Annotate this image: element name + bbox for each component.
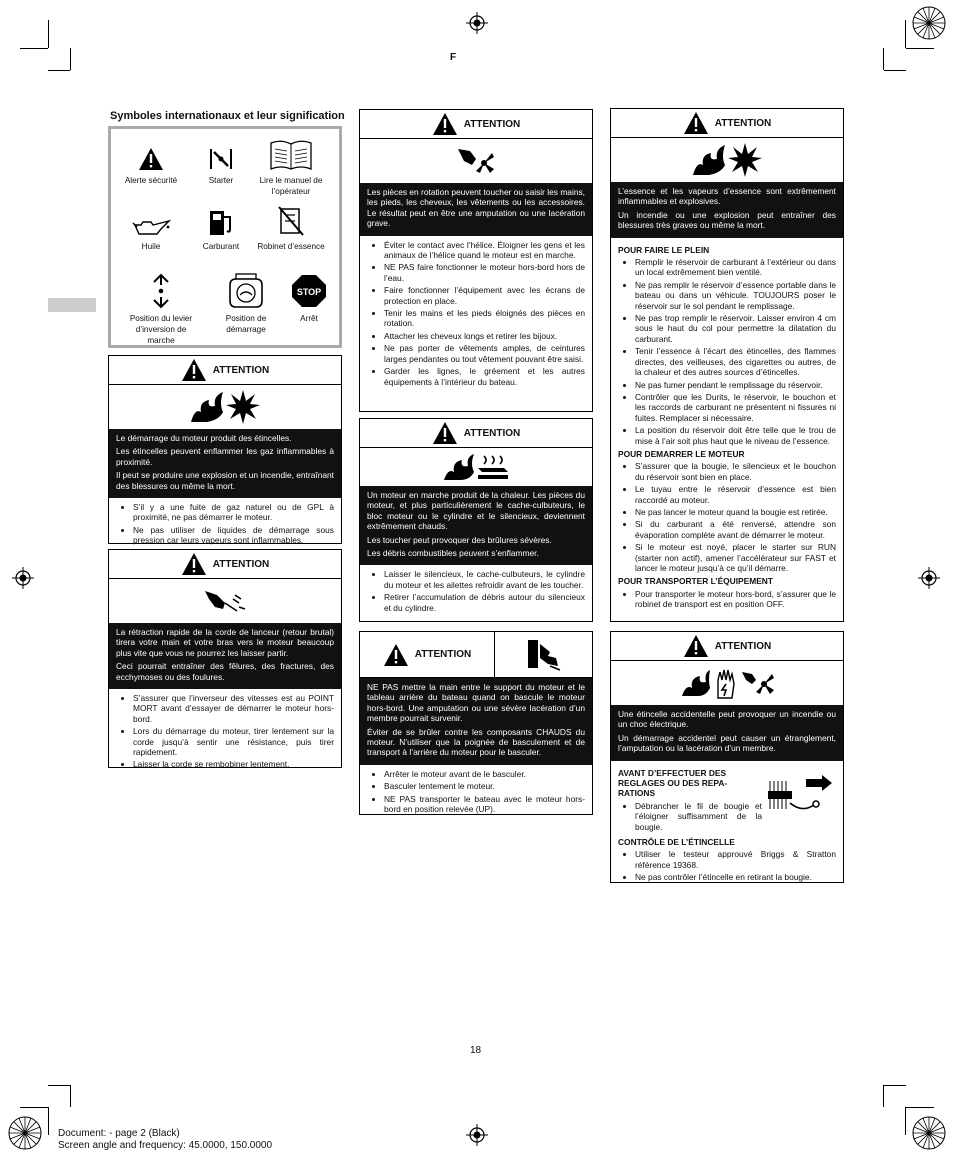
crop-mark xyxy=(884,1085,906,1086)
symbol-label: Huile xyxy=(141,242,161,251)
list-item: • Débrancher le fil de bougie et l’éloigner suffisamment de la bougie. xyxy=(635,801,762,832)
electric-shock-hand-icon xyxy=(712,666,740,700)
hand-pulled-icon xyxy=(203,585,247,617)
safety-alert-icon xyxy=(138,147,164,171)
warning-instructions xyxy=(109,498,341,552)
warning-recoil xyxy=(108,549,342,768)
hazard-line: Un démarrage accidentel peut causer un étranglement, l’amputation ou la lacération d’un membre. xyxy=(618,732,836,754)
choke-icon xyxy=(208,147,234,171)
symbol-choke xyxy=(181,147,261,186)
list-item: • Tenir les mains et les pieds éloignés des pièces en rotation. xyxy=(384,308,585,329)
symbols-title: Symboles internationaux et leur signification xyxy=(110,110,345,122)
fire-icon xyxy=(691,143,727,177)
fuel-valve-icon xyxy=(276,205,306,237)
hazard-line: Les toucher peut provoquer des brûlures sévères. xyxy=(367,534,552,545)
symbol-manual xyxy=(251,139,331,197)
warning-fuel xyxy=(610,108,844,622)
page-number: 18 xyxy=(470,1045,482,1056)
warning-pictograms xyxy=(109,385,341,429)
explosion-icon xyxy=(225,389,261,425)
symbol-label: Starter xyxy=(208,176,234,185)
symbol-label: Lire le manuel de l’opérateur xyxy=(259,176,323,196)
symbol-label: Alerte sécurité xyxy=(124,176,178,185)
warning-pictograms xyxy=(360,139,592,183)
list-item: • Ne pas utiliser de liquides de démarrage sous pression car leurs vapeurs sont inflammables. xyxy=(133,525,334,546)
registration-mark-icon xyxy=(466,1124,488,1146)
footer-line: Screen angle and frequency: 45.0000, 150.0000 xyxy=(58,1140,273,1151)
list-item: • Ne pas fumer pendant le remplissage du réservoir. xyxy=(635,380,836,390)
list-item: • S’assurer que la bougie, le silencieux et le bouchon du réservoir sont bien en place. xyxy=(635,461,836,482)
list-item: • Laisser le silencieux, le cache-culbuteurs, le cylindre du moteur et les ailettes refroidir avant de les toucher. xyxy=(384,569,585,590)
crop-mark xyxy=(48,1085,70,1086)
hazard-line: Éviter de se brûler contre les composants CHAUDS du moteur. N’utiliser que la poignée de basculement et de transport à l’arrière du moteur pour le basculer. xyxy=(367,726,585,758)
warning-start-fire xyxy=(108,355,342,544)
hazard-line: La rétraction rapide de la corde de lanceur (retour brutal) tirera votre main et votre bras vers le moteur beaucoup plus vite que vous ne pourrez les laisser partir. xyxy=(116,627,334,658)
list-item: • S’il y a une fuite de gaz naturel ou de GPL à proximité, ne pas démarrer le moteur. xyxy=(133,502,334,523)
hazard-line: Une étincelle accidentelle peut provoquer un incendie ou un choc électrique. xyxy=(618,709,836,730)
list-item: • Attacher les cheveux longs et retirer les bijoux. xyxy=(384,331,585,341)
warning-instructions xyxy=(360,236,592,393)
crop-mark xyxy=(906,48,934,49)
stop-sign-text: STOP xyxy=(296,287,322,297)
starburst-mark-icon xyxy=(912,1116,946,1150)
list-item: • Si le moteur est noyé, placer le starter sur RUN (starter non actif), amener l’accélérateur sur FAST et lancer le moteur jusqu’à ce qu’il démarre. xyxy=(635,542,836,573)
warning-instructions xyxy=(611,238,843,616)
crop-mark xyxy=(20,48,48,49)
open-book-icon xyxy=(269,139,313,171)
attention-label: ATTENTION xyxy=(463,427,521,439)
crop-mark xyxy=(48,20,49,48)
crop-mark xyxy=(906,1107,934,1108)
symbol-fuel-valve xyxy=(251,205,331,252)
list-item: • Le tuyau entre le réservoir d’essence est bien raccordé au moteur. xyxy=(635,484,836,505)
section-heading: POUR FAIRE LE PLEIN xyxy=(618,244,710,255)
list-item: • S’assurer que l’inverseur des vitesses est au POINT MORT avant d’essayer de démarrer le moteur hors-bord. xyxy=(133,693,334,724)
list-item: • NE PAS faire fonctionner le moteur hors-bord hors de l’eau. xyxy=(384,262,585,283)
print-footer xyxy=(58,1128,272,1152)
warning-hazard-text xyxy=(360,183,592,236)
starburst-mark-icon xyxy=(912,6,946,40)
warning-tilt xyxy=(359,631,593,815)
list-item: • Garder les lignes, le gréement et les autres équipements à l’intérieur du bateau. xyxy=(384,366,585,387)
list-item: • Pour transporter le moteur hors-bord, s’assurer que le robinet de transport est en position OFF. xyxy=(635,589,836,610)
list-item: • Éviter le contact avec l’hélice. Éloigner les gens et les animaux de l’hélice quand le moteur est en marche. xyxy=(384,240,585,261)
list-item: • Ne pas trop remplir le réservoir. Laisser environ 4 cm sous le haut du col pour permettre la dilatation du carburant. xyxy=(635,313,836,344)
list-item: • Ne pas lancer le moteur quand la bougie est retirée. xyxy=(635,507,836,517)
registration-mark-icon xyxy=(12,567,34,589)
hazard-line: Les débris combustibles peuvent s’enflammer. xyxy=(367,548,539,559)
crop-mark xyxy=(905,1107,906,1135)
safety-alert-icon xyxy=(383,643,409,667)
list-item: • Remplir le réservoir de carburant à l’extérieur ou dans un local extrêmement bien ventilé. xyxy=(635,257,836,278)
safety-alert-icon xyxy=(432,112,458,136)
hazard-line: NE PAS mettre la main entre le support du moteur et le tableau arrière du bateau quand on bascule le moteur hors-bord. Une amputation ou une sévère lacération d’un membre pourrait survenir. xyxy=(367,682,585,724)
propeller-hand-icon xyxy=(456,145,496,177)
warning-hazard-text xyxy=(360,486,592,565)
warning-header-label xyxy=(360,632,495,677)
list-item: • Retirer l’accumulation de débris autour du silencieux et du cylindre. xyxy=(384,592,585,613)
spark-plug-section xyxy=(618,765,836,834)
warning-header xyxy=(109,356,341,385)
list-item: • Laisser la corde se rembobiner lentement. xyxy=(133,759,334,769)
crop-mark xyxy=(905,20,906,48)
footer-line: Document: - page 2 (Black) xyxy=(58,1128,180,1139)
attention-label: ATTENTION xyxy=(714,640,772,652)
warning-hazard-text xyxy=(109,429,341,498)
hazard-line: Les pièces en rotation peuvent toucher ou saisir les mains, les pieds, les cheveux, les vêtements ou les accessoires. Le résultat peut en être une amputation ou une lacération grave. xyxy=(367,187,585,229)
explosion-icon xyxy=(727,142,763,178)
safety-alert-icon xyxy=(432,421,458,445)
propeller-hand-icon xyxy=(740,668,774,698)
list-item: • Faire fonctionner l’équipement avec les écrans de protection en place. xyxy=(384,285,585,306)
attention-label: ATTENTION xyxy=(212,558,270,570)
hazard-line: Les étincelles peuvent enflammer les gaz inflammables à proximité. xyxy=(116,446,334,467)
engine-start-icon xyxy=(226,273,266,309)
stop-sign-icon xyxy=(290,273,328,309)
list-item: • Ne pas remplir le réservoir d’essence portable dans le bateau ou dans un véhicule. TOUJOURS poser le réservoir sur le sol pendant le remplissage. xyxy=(635,280,836,311)
crop-mark xyxy=(884,70,906,71)
oil-can-icon xyxy=(131,217,171,237)
registration-mark-icon xyxy=(466,12,488,34)
warning-spark xyxy=(610,631,844,883)
starburst-mark-icon xyxy=(8,1116,42,1150)
warning-hazard-text xyxy=(360,678,592,765)
warning-hazard-text xyxy=(109,623,341,689)
warning-hazard-text xyxy=(611,705,843,761)
hazard-line: Ceci pourrait entraîner des fêlures, des fractures, des ecchymoses ou des foulures. xyxy=(116,661,334,682)
list-item: • Ne pas contrôler l’étincelle en retirant la bougie. xyxy=(635,872,836,882)
shift-arrows-icon xyxy=(151,273,171,309)
list-item: • Basculer lentement le moteur. xyxy=(384,781,585,791)
warning-pictograms xyxy=(109,579,341,623)
symbol-safety-alert xyxy=(111,147,191,186)
list-item: • Ne pas porter de vêtements amples, de ceintures larges pendantes ou tout vêtement pouvant être saisi. xyxy=(384,343,585,364)
warning-rotating-parts xyxy=(359,109,593,412)
symbol-shift-lever xyxy=(121,273,201,346)
attention-label: ATTENTION xyxy=(212,364,270,376)
spark-plug-disconnect-icon xyxy=(766,773,836,823)
safety-alert-icon xyxy=(181,358,207,382)
crop-mark xyxy=(48,1107,49,1135)
symbol-label: Robinet d’essence xyxy=(257,242,325,251)
symbols-box xyxy=(108,126,342,348)
warning-instructions xyxy=(611,761,843,889)
warning-hazard-text xyxy=(611,182,843,238)
list-item: • Tenir l’essence à l’écart des étincelles, des flammes directes, des veilleuses, des cigarettes ou autres, de la chaleur et des autres sources d’étincelles. xyxy=(635,346,836,377)
fire-icon xyxy=(442,452,476,482)
warning-header xyxy=(611,109,843,138)
fire-icon xyxy=(680,668,712,698)
warning-instructions xyxy=(109,689,341,776)
language-marker: F xyxy=(450,52,457,63)
crop-mark xyxy=(20,1107,48,1108)
warning-heat xyxy=(359,418,593,622)
attention-label: ATTENTION xyxy=(414,649,472,660)
section-heading: AVANT D’EFFECTUER DES REGLAGES OU DES REPA- RATIONS xyxy=(618,767,728,799)
section-heading: POUR DEMARRER LE MOTEUR xyxy=(618,448,745,459)
crop-mark xyxy=(48,70,70,71)
symbol-label: Carburant xyxy=(202,242,240,251)
warning-header xyxy=(360,419,592,448)
warning-pictograms xyxy=(611,138,843,182)
attention-label: ATTENTION xyxy=(463,118,521,130)
symbol-oil xyxy=(111,217,191,252)
symbol-label: Arrêt xyxy=(300,314,318,323)
warning-header xyxy=(109,550,341,579)
list-item: • Arrêter le moteur avant de le basculer. xyxy=(384,769,585,779)
hazard-line: Un moteur en marche produit de la chaleur. Les pièces du moteur, et plus particulièrement le cache-culbuteurs, le bloc moteur ou le cylindre et le silencieux, deviennent extrêmement chauds. xyxy=(367,490,585,532)
fuel-pump-icon xyxy=(206,209,236,237)
list-item: • Si du carburant a été renversé, attendre son évaporation complète avant de démarrer le moteur. xyxy=(635,519,836,540)
fire-icon xyxy=(189,390,225,424)
section-heading: POUR TRANSPORTER L’ÉQUIPEMENT xyxy=(618,576,773,587)
section-heading: CONTRÔLE DE L’ÉTINCELLE xyxy=(618,837,735,848)
list-item: • La position du réservoir doit être telle que le trou de mise à l’air soit plus haut que le niveau de l’essence. xyxy=(635,425,836,446)
safety-alert-icon xyxy=(683,111,709,135)
warning-header xyxy=(611,632,843,661)
crop-mark xyxy=(70,48,71,70)
symbol-fuel xyxy=(181,209,261,252)
spark-plug-text xyxy=(618,765,762,834)
warning-pictograms xyxy=(611,661,843,705)
hot-surface-icon xyxy=(476,452,510,482)
symbol-stop xyxy=(269,273,349,324)
list-item: • Contrôler que les Durits, le réservoir, le bouchon et les raccords de carburant ne présentent ni fissures ni fuites. Remplacer si nécessaire. xyxy=(635,392,836,423)
warning-header xyxy=(360,632,592,678)
list-item: • NE PAS transporter le bateau avec le moteur hors-bord en position relevée (UP). xyxy=(384,794,585,815)
warning-pictograms xyxy=(495,632,592,677)
hazard-line: Le démarrage du moteur produit des étincelles. xyxy=(116,433,292,443)
hazard-line: L’essence et les vapeurs d’essence sont extrêmement inflammables et explosives. xyxy=(618,186,836,207)
language-tab xyxy=(48,298,96,312)
warning-header xyxy=(360,110,592,139)
hazard-line: Il peut se produire une explosion et un incendie, entraînant des blessures ou même la mort. xyxy=(116,470,334,491)
hazard-line: Un incendie ou une explosion peut entraîner des blessures très graves ou même la mort. xyxy=(618,209,836,231)
warning-instructions xyxy=(360,765,592,821)
safety-alert-icon xyxy=(683,634,709,658)
symbol-label: Position du levier d’inversion de marche xyxy=(129,314,193,345)
list-item: • Utiliser le testeur approuvé Briggs & Stratton référence 19368. xyxy=(635,849,836,870)
pinch-point-icon xyxy=(526,638,562,672)
warning-pictograms xyxy=(360,448,592,486)
list-item: • Lors du démarrage du moteur, tirer lentement sur la corde jusqu’à sentir une résistance, puis tirer rapidement. xyxy=(133,726,334,757)
crop-mark xyxy=(883,1085,884,1107)
safety-alert-icon xyxy=(181,552,207,576)
warning-instructions xyxy=(360,565,592,619)
crop-mark xyxy=(883,48,884,70)
registration-mark-icon xyxy=(918,567,940,589)
attention-label: ATTENTION xyxy=(714,117,772,129)
crop-mark xyxy=(70,1085,71,1107)
symbol-label: Position de démarrage xyxy=(225,314,267,334)
